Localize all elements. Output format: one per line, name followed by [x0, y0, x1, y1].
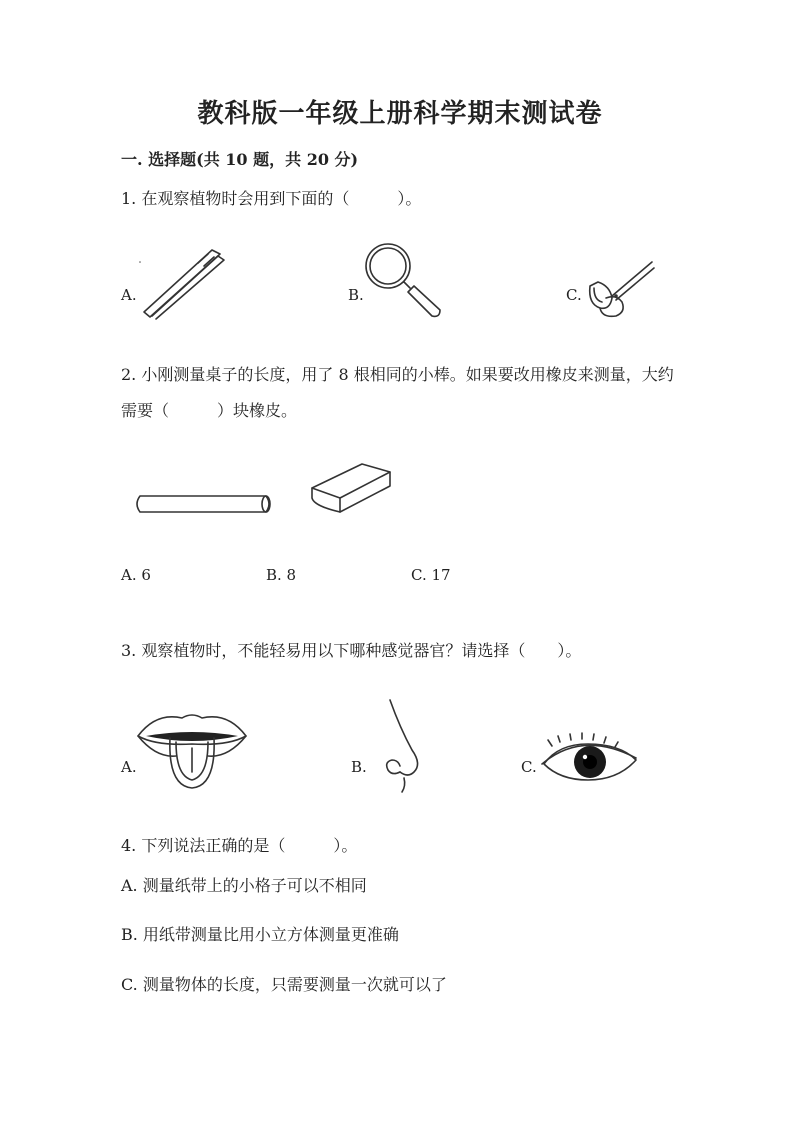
- q4-option-c[interactable]: C. 测量物体的长度，只需要测量一次就可以了: [121, 975, 447, 994]
- question-3-text: 3. 观察植物时，不能轻易用以下哪种感觉器官？请选择（ ）。: [121, 641, 582, 660]
- question-2-line-2: 需要（ ）块橡皮。: [121, 401, 298, 420]
- section-heading: 一. 选择题(共 10 题，共 20 分): [121, 150, 359, 169]
- q2-option-c[interactable]: C. 17: [411, 566, 451, 584]
- scissors-icon: [586, 256, 658, 320]
- eye-icon: [538, 730, 642, 786]
- q2-option-a[interactable]: A. 6: [121, 566, 151, 584]
- question-1-text: 1. 在观察植物时会用到下面的（ ）。: [121, 189, 422, 208]
- q4-option-a[interactable]: A. 测量纸带上的小格子可以不相同: [121, 876, 367, 895]
- q4-option-b[interactable]: B. 用纸带测量比用小立方体测量更准确: [121, 925, 399, 944]
- mouth-tongue-icon: [136, 706, 248, 792]
- eraser-icon: [304, 460, 396, 516]
- stick-icon: [130, 492, 276, 516]
- magnifying-glass-icon: [364, 242, 444, 320]
- q1-option-b[interactable]: B.: [348, 286, 364, 304]
- question-2-line-1: 2. 小刚测量桌子的长度，用了 8 根相同的小棒。如果要改用橡皮来测量，大约: [121, 365, 674, 384]
- q2-option-b[interactable]: B. 8: [266, 566, 297, 584]
- q3-option-c[interactable]: C.: [521, 758, 537, 776]
- chopsticks-icon: [140, 246, 230, 322]
- page-title: 教科版一年级上册科学期末测试卷: [197, 99, 603, 129]
- question-4-text: 4. 下列说法正确的是（ ）。: [121, 836, 358, 855]
- nose-icon: [374, 698, 426, 794]
- q1-option-c[interactable]: C.: [566, 286, 582, 304]
- q3-option-b[interactable]: B.: [351, 758, 367, 776]
- q1-option-a[interactable]: A.: [121, 286, 137, 304]
- q3-option-a[interactable]: A.: [121, 758, 137, 776]
